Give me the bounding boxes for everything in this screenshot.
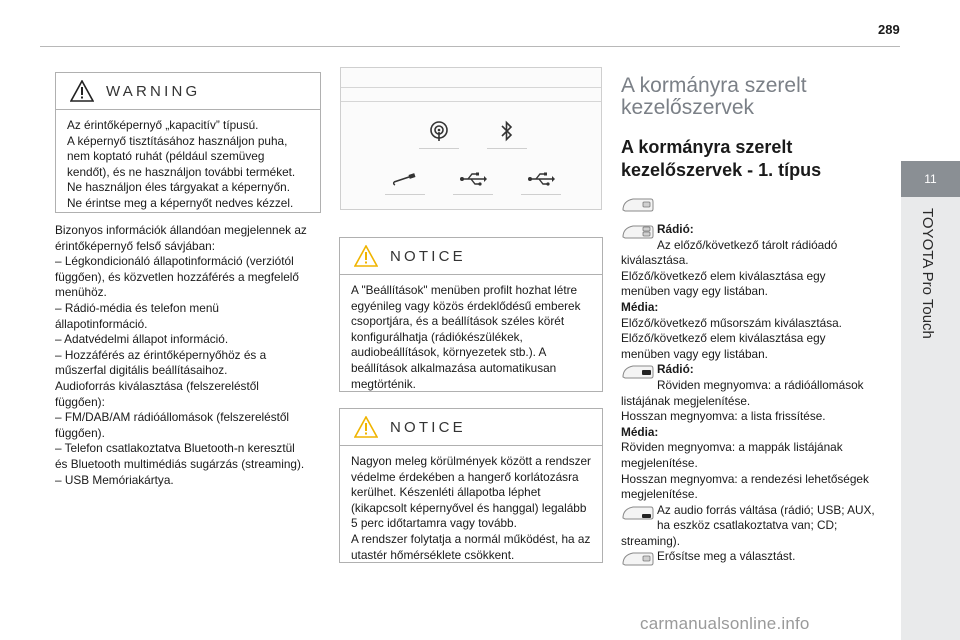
aux-cable-icon[interactable]	[385, 164, 425, 194]
notice-title: NOTICE	[390, 247, 466, 265]
heading-line: A kormányra szerelt	[621, 137, 793, 157]
warning-body	[56, 110, 320, 220]
text-line: függően).	[55, 425, 105, 440]
warning-line: nem koptató ruhát (például szemüveg	[67, 149, 265, 164]
text-line: függően):	[55, 394, 105, 409]
notice-line: utastér hőmérséklete csökkent.	[351, 547, 515, 562]
icon-underline	[419, 148, 459, 149]
label-radio: Rádió:	[657, 362, 694, 377]
icon-underline	[521, 194, 561, 195]
icon-underline	[487, 148, 527, 149]
steering-control-icon	[621, 222, 655, 241]
text-line: – Hozzáférés az érintőképernyőhöz és a	[55, 347, 267, 362]
steering-control-icon	[621, 503, 655, 522]
warning-line: A képernyő tisztításához használjon puha,	[67, 133, 288, 148]
text-line: – USB Memóriakártya.	[55, 472, 174, 487]
text-line: listájának megjelenítése.	[621, 393, 751, 408]
notice-line: A "Beállítások" menüben profilt hozhat létre	[351, 283, 578, 297]
steering-control-icon	[621, 549, 655, 568]
screen-band-line	[341, 87, 601, 88]
text-line: érintőképernyő felső sávjában:	[55, 238, 216, 253]
text-line: – Telefon csatlakoztatva Bluetooth-n keresztül	[55, 441, 295, 456]
text-line: – Rádió-média és telefon menü	[55, 300, 219, 315]
text-line: Audioforrás kiválasztása (felszereléstől	[55, 378, 259, 393]
notice-body	[340, 275, 602, 400]
heading-line: A kormányra szerelt	[621, 74, 807, 97]
section-heading	[621, 75, 891, 119]
text-line: – FM/DAB/AM rádióállomások (felszereléstől	[55, 410, 290, 425]
text-line: Előző/következő elem kiválasztása egy	[621, 268, 826, 283]
text-line: menüben vagy egy listában.	[621, 284, 768, 299]
text-line: műszerfal digitális beállításaihoz.	[55, 363, 228, 378]
text-line: Az előző/következő tárolt rádióadó	[657, 237, 838, 252]
middle-column	[339, 237, 603, 563]
heading-line: kezelőszervek - 1. típus	[621, 160, 822, 180]
control-radio-media-item	[621, 222, 893, 362]
left-column	[55, 72, 321, 488]
notice-line: beállítások alkalmazása automatikusan	[351, 360, 557, 375]
label-media: Média:	[621, 299, 659, 314]
watermark: carmanualsonline.info	[640, 614, 810, 633]
text-line: megjelenítése.	[621, 455, 698, 470]
text-line: Az audio forrás váltása (rádió; USB; AUX,	[657, 502, 875, 517]
text-line: Bizonyos információk állandóan megjelennek az	[55, 223, 307, 237]
notice-line: egyénileg vagy közös érdeklődésű emberek	[351, 298, 581, 313]
text-line: állapotinformáció.	[55, 316, 148, 331]
text-line: függően), és közvetlen hozzáférés a megfelelő	[55, 269, 299, 284]
page-number: 289	[878, 22, 900, 37]
text-line: Röviden megnyomva: a rádióállomások	[657, 377, 864, 392]
control-confirm-item	[621, 549, 893, 565]
notice-line: (kikapcsolt képernyővel és hanggal) legalább	[351, 500, 587, 515]
text-line: menüben vagy egy listában.	[621, 346, 768, 361]
text-line: és Bluetooth multimédiás sugárzás (streaming).	[55, 456, 305, 471]
touchscreen-illustration	[340, 67, 602, 210]
notice-line: megtörténik.	[351, 376, 416, 391]
notice-triangle-icon	[354, 245, 378, 267]
text-line: ha eszköz csatlakoztatva van; CD;	[657, 518, 838, 533]
steering-controls-list	[621, 195, 893, 568]
warning-line: Az érintőképernyő „kapacitív” típusú.	[67, 118, 259, 132]
icon-underline	[385, 194, 425, 195]
usb-icon[interactable]	[521, 164, 561, 194]
label-media: Média:	[621, 424, 659, 439]
notice-body	[340, 446, 602, 571]
warning-title: WARNING	[106, 82, 201, 100]
text-line: Hosszan megnyomva: a rendezési lehetőségek	[621, 471, 869, 486]
notice-box	[339, 408, 603, 563]
text-line: Előző/következő műsorszám kiválasztása.	[621, 315, 842, 330]
notice-line: védelme érdekében a hangerő korlátozásra	[351, 469, 579, 484]
notice-line: A rendszer folytatja a normál működést, ha az	[351, 531, 591, 546]
status-info-text	[55, 223, 321, 488]
bluetooth-icon[interactable]	[487, 116, 527, 146]
steering-control-icon	[621, 362, 655, 381]
notice-line: csoportjára, és a beállítások széles körét	[351, 314, 565, 329]
text-line: megjelenítése.	[621, 487, 698, 502]
text-line: Röviden megnyomva: a mappák listájának	[621, 440, 843, 455]
notice-triangle-icon	[354, 416, 378, 438]
notice-line: 5 perc időtartamra vagy tovább.	[351, 516, 517, 531]
warning-line: kendőt), és ne használjon további terméket.	[67, 164, 296, 179]
warning-line: Ne érintse meg a képernyőt nedves kézzel.	[67, 195, 294, 210]
warning-triangle-icon	[70, 80, 94, 102]
usb-icon[interactable]	[453, 164, 493, 194]
label-radio: Rádió:	[657, 222, 694, 236]
radio-icon[interactable]	[419, 116, 459, 146]
control-source-item	[621, 503, 893, 550]
chapter-tab[interactable]: 11	[901, 161, 960, 197]
text-line: Hosszan megnyomva: a lista frissítése.	[621, 409, 826, 424]
notice-header	[340, 238, 602, 275]
chapter-title: TOYOTA Pro Touch	[919, 208, 936, 339]
notice-line: konfigurálhatja (rádiókészülékek,	[351, 329, 523, 344]
screen-band-line	[341, 101, 601, 102]
text-line: – Légkondicionáló állapotinformáció (verziótól	[55, 254, 294, 269]
steering-control-icon	[621, 195, 655, 214]
notice-line: Nagyon meleg körülmények között a rendszer	[351, 454, 591, 468]
warning-box	[55, 72, 321, 213]
text-line: Erősítse meg a választást.	[657, 549, 796, 564]
warning-line: Ne használjon éles tárgyakat a képernyőn.	[67, 180, 290, 195]
notice-box	[339, 237, 603, 392]
notice-title: NOTICE	[390, 418, 466, 436]
text-line: streaming).	[621, 533, 681, 548]
text-line: menühöz.	[55, 285, 107, 300]
text-line: kiválasztása.	[621, 253, 689, 268]
warning-header	[56, 73, 320, 110]
notice-header	[340, 409, 602, 446]
notice-line: audiobeállítások, környezetek stb.). A	[351, 345, 547, 360]
text-line: Előző/következő elem kiválasztása egy	[621, 331, 826, 346]
icon-underline	[453, 194, 493, 195]
subsection-heading	[621, 136, 891, 182]
notice-line: kerülhet. Készenléti állapotba léphet	[351, 485, 541, 500]
heading-line: kezelőszervek	[621, 96, 755, 119]
text-line: – Adatvédelmi állapot információ.	[55, 332, 229, 347]
control-list-item	[621, 362, 893, 502]
header-divider	[40, 46, 900, 47]
